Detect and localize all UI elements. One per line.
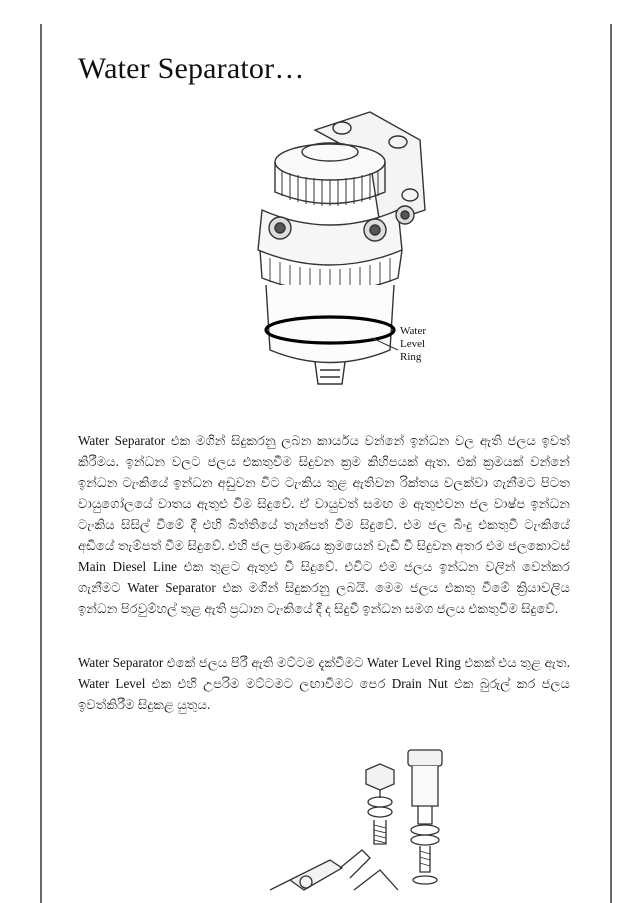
right-margin-rule: [610, 24, 612, 903]
figure-label-level: Level: [400, 338, 426, 350]
page-title: Water Separator…: [78, 52, 305, 85]
drain-parts-illustration: [270, 740, 470, 903]
water-separator-illustration: [220, 100, 460, 400]
left-margin-rule: [40, 24, 42, 903]
paragraph-2: Water Separator එකේ ජලය පිරී ඇති මට්ටම දැක්වීමට Water Level Ring එකක් එය තුළ ඇත. Water Level එක එහි උපරිම මට්ටමට ලඟාවීමට පෙර Drain Nut එක බුරුල් කර ජලය ඉවත්කිරීම සිදුකළ යුතුය.: [78, 655, 570, 712]
paragraph-1: Water Separator එක මගින් සිදුකරනු ලබන කාර්යය වන්නේ ඉන්ධන වල ඇති ජලය ඉවත් කිරීමය. ඉන්ධන වලට ජලය එකතුවීම සිදුවන ක්‍රම කිහිපයක් ඇත. එක් ක්‍රමයක් වන්නේ ඉන්ධන ටැංකියේ ඉන්ධන අඩුවන විට ටැංකිය තුළ ඇතිවන රික්තය වලක්වා ගැනීමට පිටත වායුගෝලයේ වාතය ඇතුළු වීම සිදුවේ. ඒ වායුවත් සමඟ ම ඇතුළුවන ජල වාෂ්ප ඉන්ධන ටැංකිය සිසිල් වීමේ දී එහි බිත්තියේ තැන්පත් වීම සිදුවේ. එම ජල බිංදු එකතුවී ටැංකියේ අඩියේ තැම්පත් වීම සිදුවේ. එහි ජල ප්‍රමාණය ක්‍රමයෙන් වැඩි වී සිදුවන අතර එම ජලකොටස් Main Diesel Line එක තුළට ඇතුළු වී සිදුවේ. එවිට එම ජලය ඉන්ධන වලින් වෙන්කර ගැනීමට Water Separator එක මගින් සිදුකරනු ලබයි. මෙම ජලය එකතු වීමේ ක්‍රියාවලිය ඉන්ධන පිරවුම්හල් තුළ ඇති ප්‍රධාන ටැංකියේ දී ද සිදුවී ඉන්ධන සමග ජලය එකතුවීම සිදුවේ.: [78, 433, 570, 616]
figure-label-ring: Ring: [400, 351, 422, 363]
figure-label-water: Water: [400, 325, 426, 337]
